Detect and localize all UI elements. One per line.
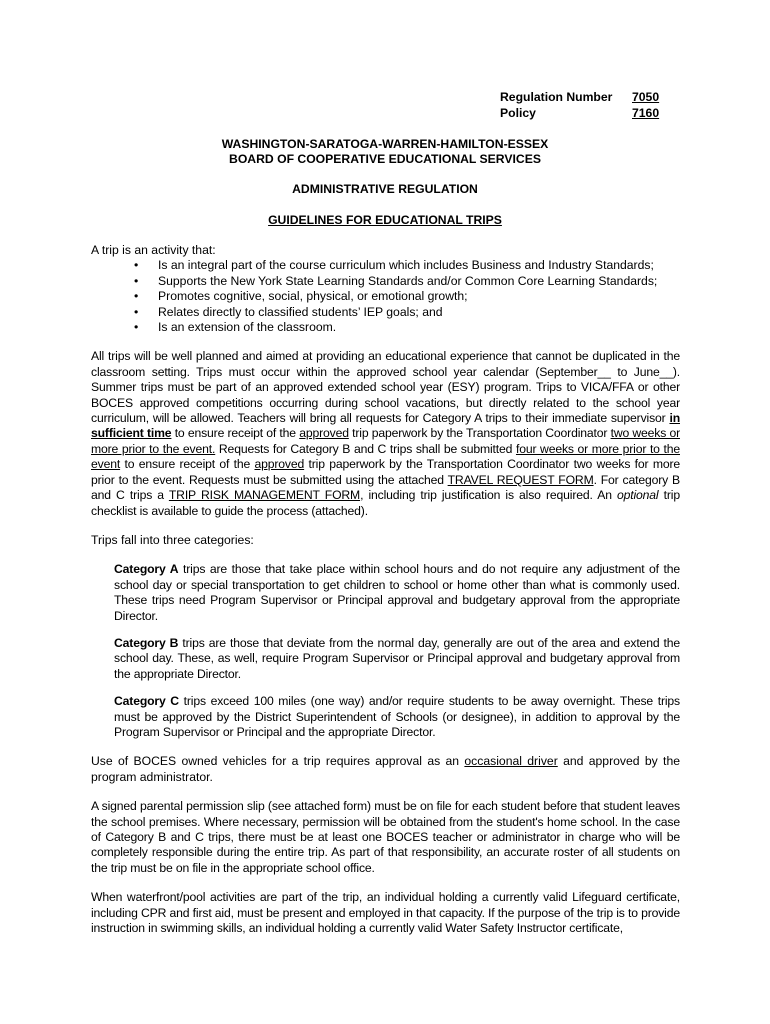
text-run: to ensure receipt of the — [120, 457, 255, 472]
categories-intro: Trips fall into three categories: — [91, 532, 254, 547]
text-run: , including trip justification is also required. An — [360, 488, 617, 503]
emphasis-four-weeks: four weeks or more prior to the event — [91, 441, 680, 472]
list-item: • Is an extension of the classroom. — [158, 320, 680, 335]
text-run: . For category B and C trips a — [91, 472, 680, 503]
intro-text: A trip is an activity that: — [91, 243, 216, 257]
list-item: • Promotes cognitive, social, physical, or emotional growth; — [158, 289, 680, 304]
organization-name-line2: BOARD OF COOPERATIVE EDUCATIONAL SERVICES — [229, 152, 541, 167]
emphasis-two-weeks: two weeks or more prior to the event. — [91, 426, 680, 456]
text-run: Requests for Category B and C trips shall be submitted — [215, 441, 516, 456]
category-a-label: Category A — [114, 562, 179, 577]
page-title: GUIDELINES FOR EDUCATIONAL TRIPS — [268, 213, 502, 227]
permission-slip-paragraph: A signed parental permission slip (see attached form) must be on file for each student before that student leaves the school premises. Where necessary, permission will be obtained from the student's home school. In the case of Category B and C trips, there must be at least one BOCES teacher or administrator in charge who will be completely responsible during the entire trip. As part of that responsibility, an accurate roster of all students on the trip must be on file in the appropriate school office. — [91, 799, 680, 875]
category-c-paragraph — [114, 694, 680, 740]
document-type-heading: ADMINISTRATIVE REGULATION — [292, 182, 478, 196]
category-b-label: Category B — [114, 635, 179, 650]
policy-value: 7160 — [632, 105, 660, 120]
text-run: Use of BOCES owned vehicles for a trip requires approval as an — [91, 754, 465, 769]
waterfront-paragraph: When waterfront/pool activities are part of the trip, an individual holding a currently valid Lifeguard certificate, including CPR and first aid, must be present and employed in that capacity. If the purpose of the trip is to provide instruction in swimming skills, an individual holding a currently valid Water Safety Instructor certificate, — [91, 890, 680, 936]
vehicle-use-paragraph — [91, 754, 680, 785]
emphasis-occasional-driver: occasional driver — [464, 754, 558, 769]
trip-criteria-list — [91, 258, 680, 335]
policy-label: Policy — [500, 105, 536, 120]
text-run: trip checklist is available to guide the process (attached). — [91, 488, 680, 518]
emphasis-approved: approved — [254, 457, 305, 472]
list-item: • Relates directly to classified students’ IEP goals; and — [158, 305, 680, 320]
list-item: • Is an integral part of the course curriculum which includes Business and Industry Standards; — [158, 258, 680, 273]
emphasis-approved: approved — [299, 426, 349, 441]
emphasis-sufficient-time: in sufficient time — [91, 411, 680, 441]
organization-name-line1: WASHINGTON-SARATOGA-WARREN-HAMILTON-ESSEX — [221, 137, 549, 151]
category-a-text: trips are those that take place within school hours and do not require any adjustment of the school day or special transportation to get children to school or home other than what is commonly used. These trips need Program Supervisor or Principal approval and budgetary approval from the appropriate Director. — [114, 562, 680, 623]
category-b-paragraph — [114, 636, 680, 682]
text-run: and approved by the program administrator. — [91, 754, 680, 784]
text-run: trip paperwork by the Transportation Coordinator — [348, 426, 611, 441]
text-run: to ensure receipt of the — [171, 426, 300, 441]
travel-request-form-reference: TRAVEL REQUEST FORM — [447, 472, 594, 487]
organization-heading — [0, 137, 770, 168]
policy-row — [500, 106, 659, 122]
list-item: • Supports the New York State Learning Standards and/or Common Core Learning Standards; — [158, 274, 680, 289]
regulation-number-value: 7050 — [632, 90, 660, 104]
regulation-number-label: Regulation Number — [500, 90, 613, 104]
emphasis-optional: optional — [616, 488, 659, 503]
text-run: All trips will be well planned and aimed at providing an educational experience that cannot be duplicated in the classroom setting. Trips must occur within the approved school year calendar (September__ to June__). Summer trips must be part of an approved extended school year (ESY) program. Trips to VICA/FFA or other BOCES approved competitions occurring during school vacations, but directly related to the school year curriculum, will be allowed. Teachers will bring all requests for Category A trips to their immediate supervisor — [91, 349, 680, 426]
category-c-text: trips exceed 100 miles (one way) and/or require students to be away overnight. These trips must be approved by the District Superintendent of Schools (or designee), in addition to approval by the Program Supervisor or Principal and the appropriate Director. — [114, 694, 680, 739]
trip-risk-management-form-reference: TRIP RISK MANAGEMENT FORM — [168, 488, 361, 503]
regulation-info — [500, 90, 659, 121]
category-a-paragraph — [114, 562, 680, 624]
trip-requirements-paragraph — [91, 349, 680, 518]
category-b-text: trips are those that deviate from the normal day, generally are out of the area and extend the school day. These, as well, require Program Supervisor or Principal approval and budgetary approval from the appropriate Director. — [114, 635, 680, 681]
category-c-label: Category C — [114, 694, 179, 709]
document-body — [91, 243, 680, 936]
text-run: trip paperwork by the Transportation Coordinator two weeks for more prior to the event. Requests must be submitted using the attached — [91, 457, 680, 487]
regulation-number-row — [500, 90, 659, 106]
